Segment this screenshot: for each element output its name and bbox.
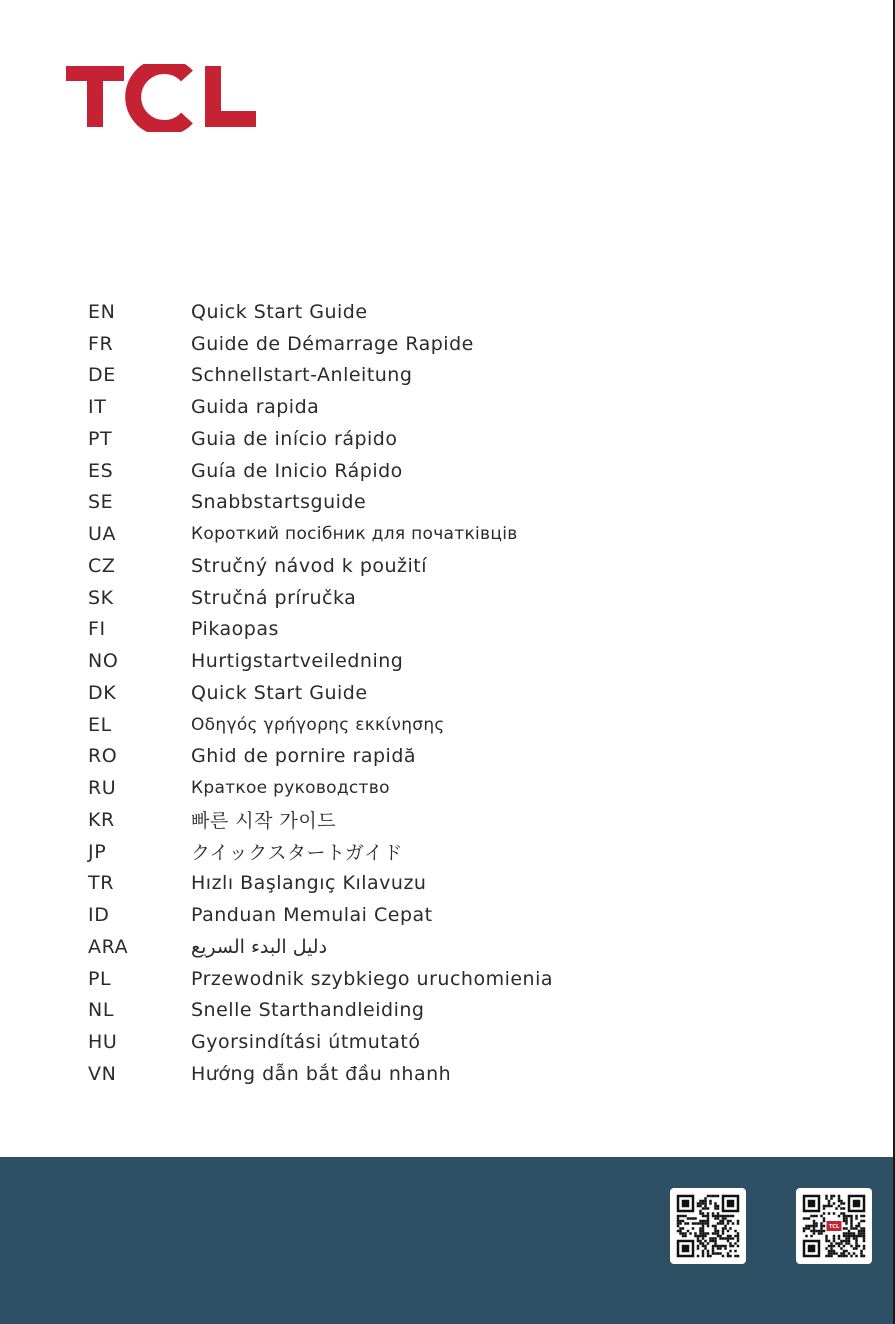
language-guide-title: Guide de Démarrage Rapide [191, 332, 474, 355]
language-code: IT [88, 396, 107, 419]
language-row-tr [88, 868, 553, 900]
language-guide-title: Stručná príručka [191, 586, 357, 609]
qr-code-graphic [796, 1188, 872, 1264]
language-row-kr [88, 804, 553, 836]
language-guide-title: 빠른 시작 가이드 [191, 810, 337, 833]
language-row-fi [88, 614, 553, 646]
language-row-ua [88, 518, 553, 550]
qr-code-icon [796, 1188, 872, 1264]
language-guide-title: Pikaopas [191, 618, 279, 641]
language-code: EL [88, 713, 112, 736]
language-row-ru [88, 772, 553, 804]
language-code: EN [88, 300, 116, 323]
language-guide-title: دليل البدء السريع [191, 935, 328, 958]
language-row-en [88, 296, 553, 328]
language-code: NO [88, 650, 119, 673]
language-guide-title: Краткое руководство [191, 778, 390, 799]
language-row-it [88, 391, 553, 423]
language-guide-title: Snelle Starthandleiding [191, 999, 425, 1022]
language-guide-title: Schnellstart-Anleitung [191, 364, 413, 387]
tcl-logo [66, 64, 260, 132]
language-code: DE [88, 364, 116, 387]
language-row-no [88, 645, 553, 677]
language-code: ID [88, 904, 110, 927]
language-row-el [88, 709, 553, 741]
qr-center-logo: TCL [828, 1223, 840, 1230]
language-list [88, 296, 553, 1090]
language-guide-title: クイックスタートガイド [191, 842, 403, 865]
language-row-fr [88, 328, 553, 360]
language-guide-title: Hızlı Başlangıç Kılavuzu [191, 872, 427, 895]
language-row-sk [88, 582, 553, 614]
language-guide-title: Hướng dẫn bắt đầu nhanh [191, 1062, 452, 1085]
language-guide-title: Hurtigstartveiledning [191, 650, 404, 673]
language-code: ARA [88, 935, 129, 958]
language-row-ara [88, 931, 553, 963]
language-guide-title: Snabbstartsguide [191, 491, 367, 514]
language-code: JP [88, 840, 107, 863]
qr-code-graphic [670, 1188, 746, 1264]
language-guide-title: Короткий посібник для початківців [191, 524, 518, 545]
language-guide-title: Panduan Memulai Cepat [191, 904, 433, 927]
language-code: ES [88, 459, 114, 482]
language-guide-title: Guida rapida [191, 396, 320, 419]
language-code: PT [88, 427, 113, 450]
language-code: DK [88, 681, 117, 704]
language-row-id [88, 899, 553, 931]
language-row-ro [88, 741, 553, 773]
language-row-hu [88, 1026, 553, 1058]
language-code: NL [88, 999, 114, 1022]
language-guide-title: Ghid de pornire rapidă [191, 745, 417, 768]
footer-band [0, 1157, 893, 1324]
language-guide-title: Przewodnik szybkiego uruchomienia [191, 967, 554, 990]
tcl-logo-mark [66, 64, 260, 132]
language-guide-title: Οδηγός γρήγορης εκκίνησης [191, 714, 445, 735]
language-row-de [88, 360, 553, 392]
language-guide-title: Stručný návod k použití [191, 554, 428, 577]
qr-code-icon [670, 1188, 746, 1264]
language-code: RO [88, 745, 118, 768]
language-code: PL [88, 967, 112, 990]
language-row-se [88, 487, 553, 519]
language-code: VN [88, 1062, 117, 1085]
language-code: SK [88, 586, 114, 609]
language-guide-title: Quick Start Guide [191, 681, 368, 704]
language-code: HU [88, 1031, 118, 1054]
language-row-es [88, 455, 553, 487]
language-row-jp [88, 836, 553, 868]
language-row-vn [88, 1058, 553, 1090]
language-row-pt [88, 423, 553, 455]
language-guide-title: Guia de início rápido [191, 427, 398, 450]
language-row-dk [88, 677, 553, 709]
language-guide-title: Guía de Inicio Rápido [191, 459, 403, 482]
language-code: UA [88, 523, 117, 546]
language-guide-title: Quick Start Guide [191, 300, 368, 323]
language-code: FI [88, 618, 106, 641]
language-code: CZ [88, 554, 116, 577]
language-code: KR [88, 808, 115, 831]
language-code: FR [88, 332, 114, 355]
language-guide-title: Gyorsindítási útmutató [191, 1031, 421, 1054]
language-code: SE [88, 491, 114, 514]
language-row-cz [88, 550, 553, 582]
language-row-pl [88, 963, 553, 995]
language-row-nl [88, 995, 553, 1027]
language-code: TR [88, 872, 115, 895]
language-code: RU [88, 777, 117, 800]
